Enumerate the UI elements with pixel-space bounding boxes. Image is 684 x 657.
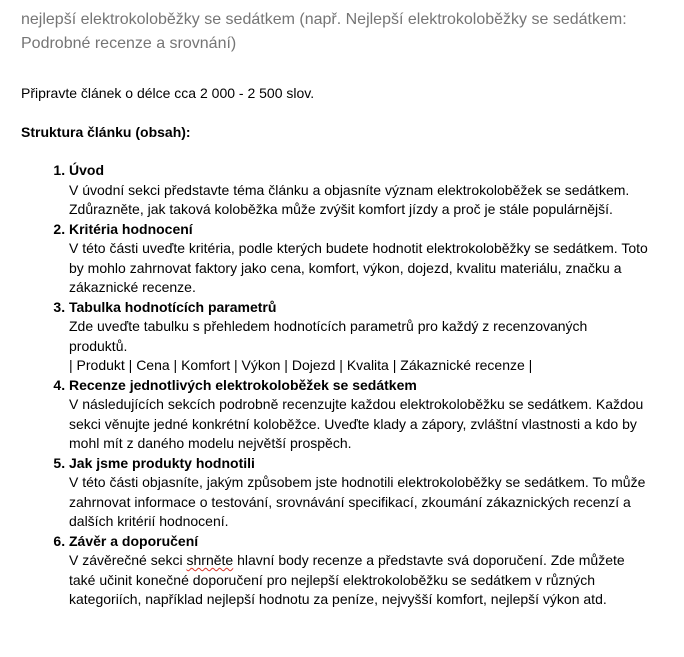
structure-list — [21, 161, 649, 610]
section-body: V této části objasníte, jakým způsobem jste hodnotili elektrokoloběžky se sedátkem. To může zahrnovat informace o testování, srovnávání specifikací, zkoumání zákaznických recenzí a dalších kritérií hodnocení. — [69, 474, 646, 529]
section-title: 3. Tabulka hodnotících parametrů — [69, 298, 277, 315]
section-title: 1. Úvod — [69, 162, 104, 178]
intro-text[interactable]: nejlepší elektrokoloběžky se sedátkem (např. Nejlepší elektrokoloběžky se sedátkem: Podrobné recenze a srovnání) — [21, 11, 627, 52]
structure-heading[interactable]: Struktura článku (obsah): — [21, 123, 191, 140]
list-item-criteria[interactable] — [69, 220, 649, 298]
length-instruction[interactable]: Připravte článek o délce cca 2 000 - 2 500 slov. — [21, 85, 315, 101]
section-body — [69, 551, 649, 610]
section-body: V této části uveďte kritéria, podle kterých budete hodnotit elektrokoloběžky se sedátkem. Toto by mohlo zahrnovat faktory jako cena, komfort, výkon, dojezd, kvalitu materiálu, značku a zákaznické recenze. — [69, 240, 648, 295]
section-title: 6. Závěr a doporučení — [69, 532, 199, 549]
list-item-parameter-table[interactable] — [69, 298, 649, 376]
section-title: 5. Jak jsme produkty hodnotili — [69, 454, 255, 471]
spellcheck-error-word[interactable]: shrněte — [186, 552, 234, 568]
section-body: V následujících sekcích podrobně recenzujte každou elektrokoloběžku se sedátkem. Každou sekci věnujte jedné konkrétní koloběžce. Uveďte klady a zápory, zvláštní vlastnosti a kdo by mohl mít z daného modelu největší prospěch. — [69, 396, 644, 451]
table-header-row: | Produkt | Cena | Komfort | Výkon | Dojezd | Kvalita | Zákaznické recenze | — [69, 357, 533, 373]
list-item-conclusion[interactable] — [69, 532, 649, 610]
list-item-reviews[interactable] — [69, 376, 649, 454]
document-body — [21, 8, 671, 610]
section-body: V úvodní sekci představte téma článku a objasníte význam elektrokoloběžek se sedátkem. Zdůrazněte, jak taková koloběžka může zvýšit komfort jízdy a proč je stále populárnější. — [69, 181, 630, 217]
section-title: 2. Kritéria hodnocení — [69, 220, 193, 237]
list-item-intro[interactable] — [69, 161, 649, 220]
section-title: 4. Recenze jednotlivých elektrokoloběžek se sedátkem — [69, 376, 417, 393]
list-item-methodology[interactable] — [69, 454, 649, 532]
body-text-after: hlavní body recenze a představte svá doporučení. Zde můžete také učinit konečné doporučení pro nejlepší elektrokoloběžku se sedátkem v různých kategoriích, například nejlepší hodnotu za peníze, nejvyšší komfort, nejlepší výkon atd. — [69, 552, 625, 607]
section-body: Zde uveďte tabulku s přehledem hodnotících parametrů pro každý z recenzovaných produktů. — [69, 318, 588, 354]
body-text-before: V závěrečné sekci — [69, 552, 187, 568]
